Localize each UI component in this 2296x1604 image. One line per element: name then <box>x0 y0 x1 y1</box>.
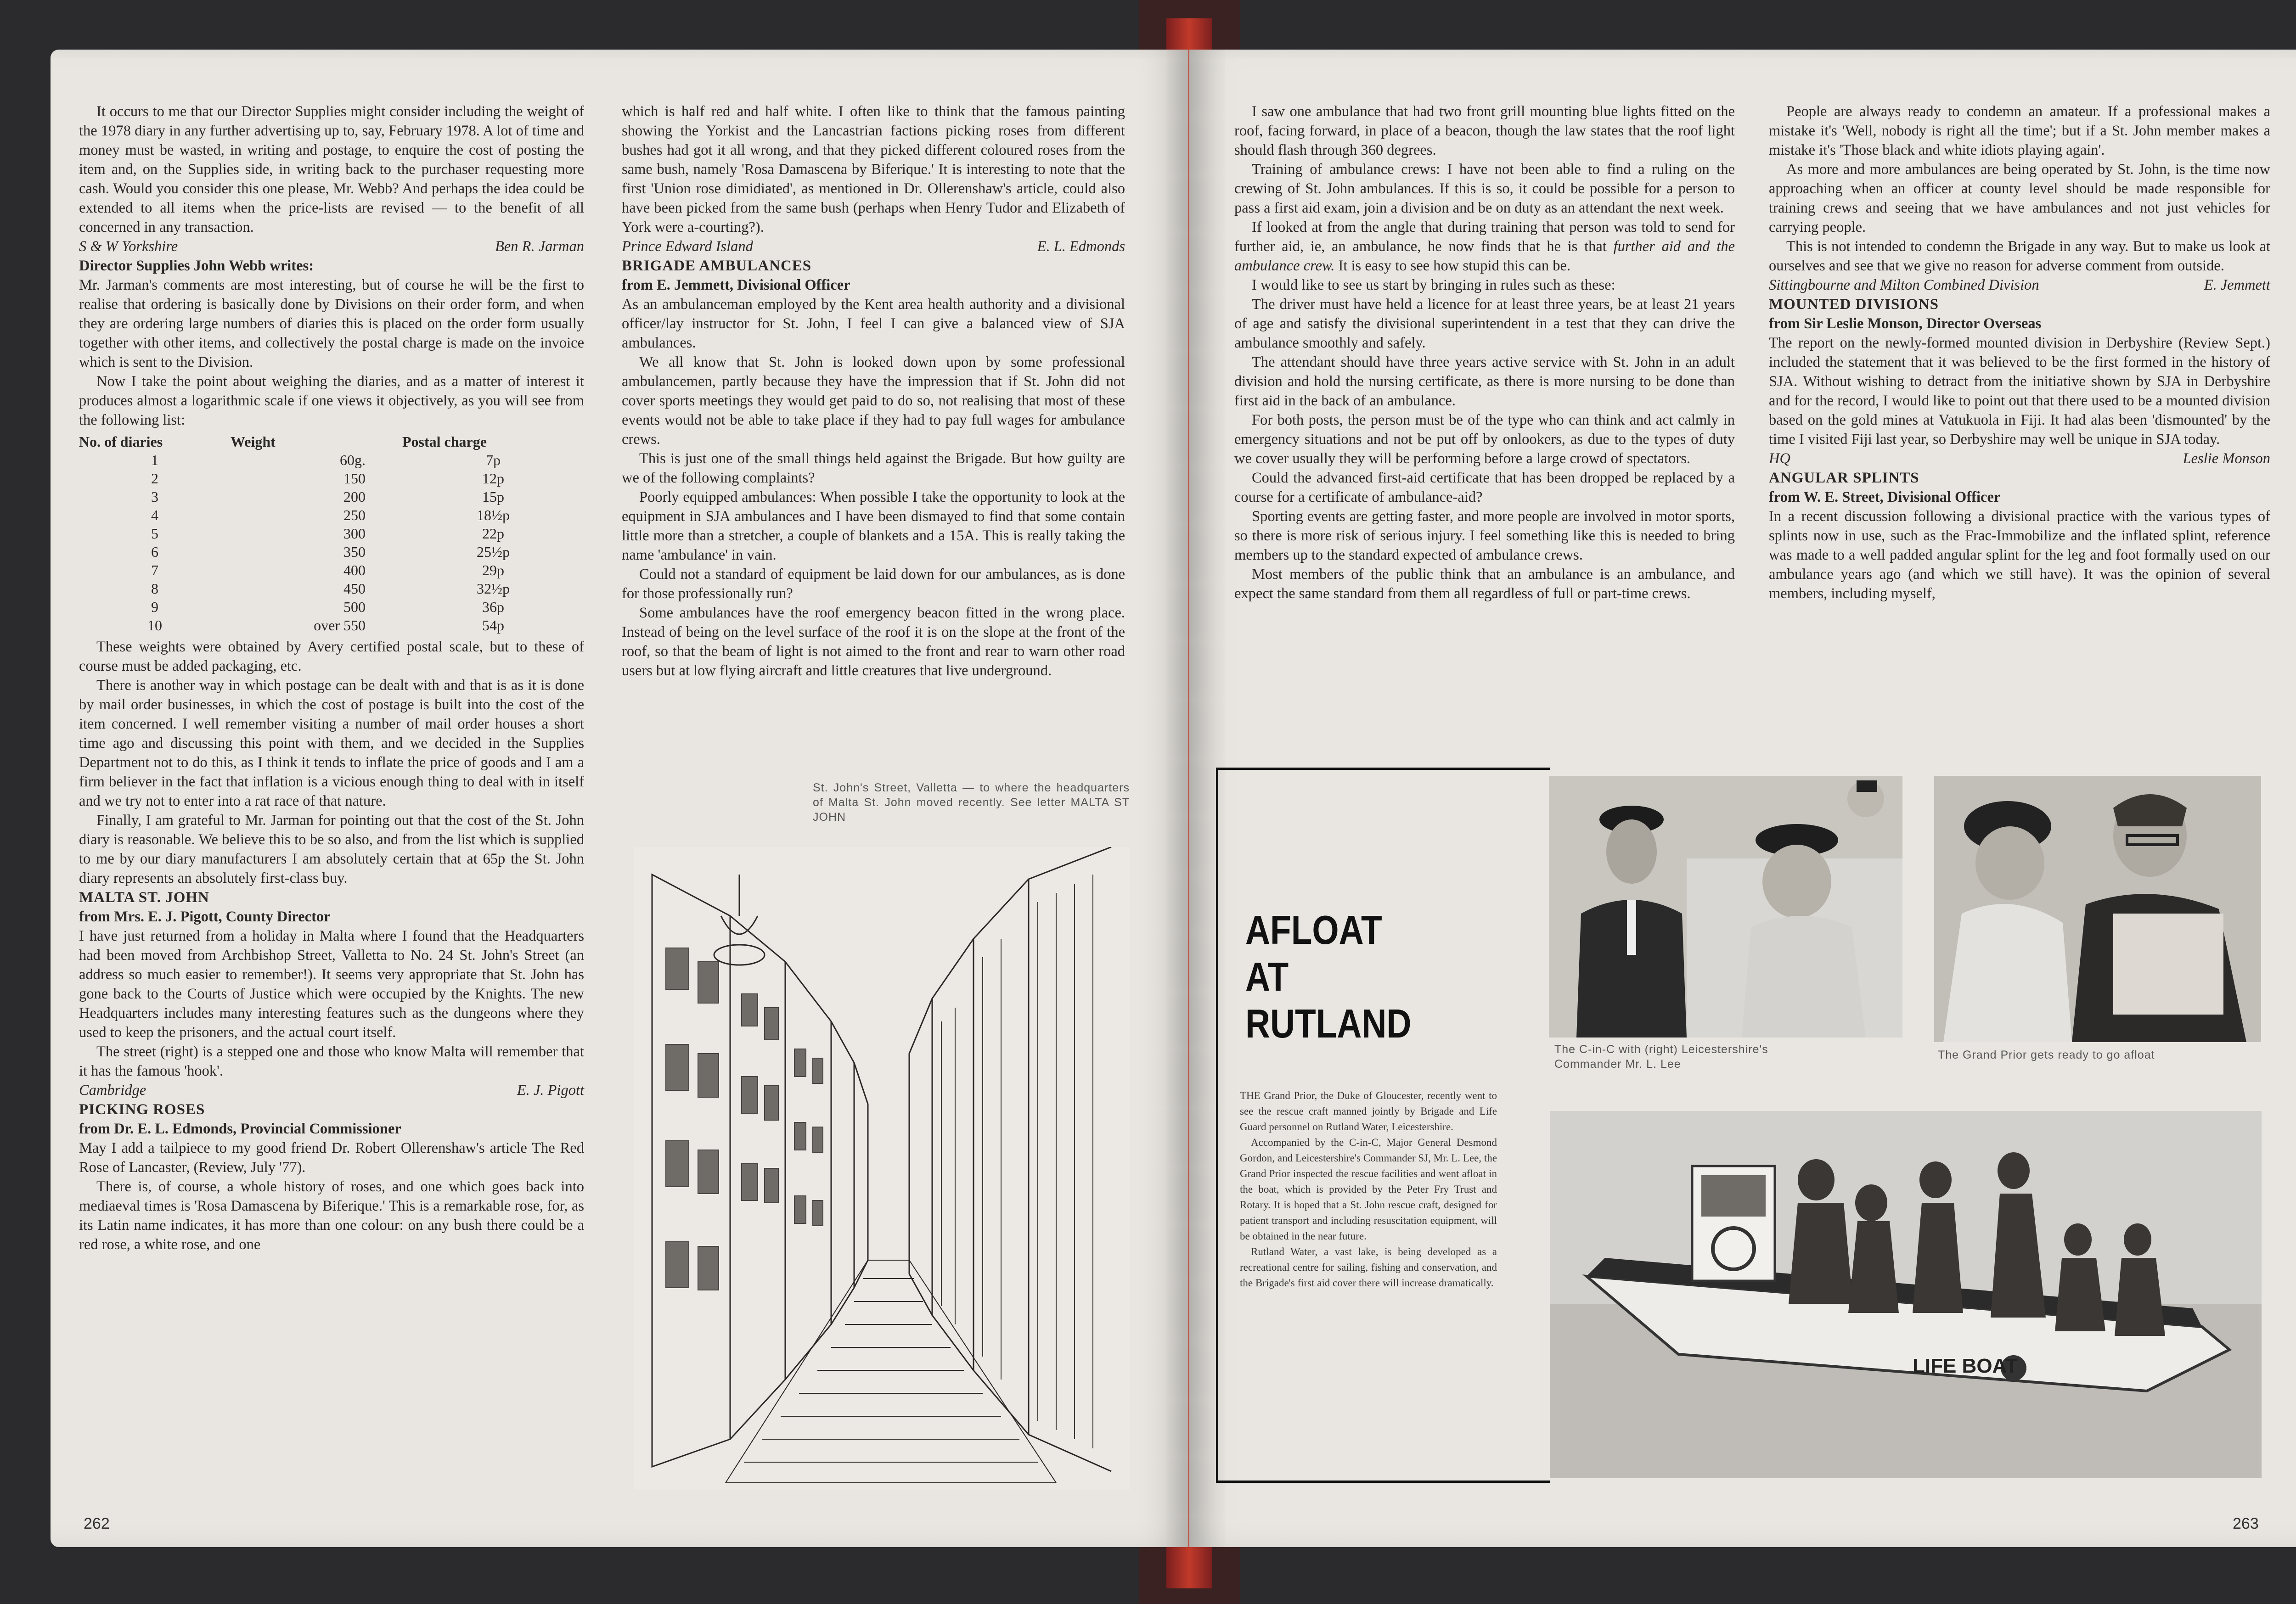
sign-off-name: E. Jemmett <box>2204 277 2270 293</box>
table-cell: 200 <box>343 488 366 505</box>
feature-title-line: AFLOAT <box>1245 907 1382 953</box>
sign-off-place: Cambridge <box>79 1082 146 1099</box>
table-cell: 9 <box>151 599 158 615</box>
table-cell: 7p <box>486 452 501 468</box>
paragraph: Some ambulances have the roof emergency beacon fitted in the wrong place. Instead of being on the level surface of the roof it is on the slope at the front of the roof, so that the beam of light is not aimed to the front and rear to warn other road users but at low flying aircraft and little creatures that live underground. <box>622 605 1125 679</box>
sign-off-place: HQ <box>1769 450 1790 467</box>
table-cell: 36p <box>482 599 504 615</box>
paragraph: Accompanied by the C-in-C, Major General Desmond Gordon, and Leicestershire's Commander SJ, Mr. L. Lee, the Grand Prior inspected the rescue facilities and went afloat in the boat, which is provided by the Peter Fry Trust and Rotary. It is hoped that a St. John rescue craft, designed for patient transport and including resuscitation equipment, will be obtained in the near future. <box>1240 1137 1497 1242</box>
section-heading: PICKING ROSES <box>79 1101 205 1118</box>
table-cell: 500 <box>343 599 366 615</box>
table-cell: 15p <box>482 488 504 505</box>
paragraph: Sporting events are getting faster, and more people are involved in motor sports, so there is more risk of serious injury. I feel something like this is needed to bring members up to the standard expected of ambulance crews. <box>1234 508 1735 563</box>
letter-byline: from Sir Leslie Monson, Director Overseas <box>1769 315 2042 332</box>
table-cell: 32½p <box>477 580 510 597</box>
paragraph: The street (right) is a stepped one and those who know Malta will remember that it has the famous 'hook'. <box>79 1043 584 1079</box>
feature-title-line: RUTLAND <box>1245 1001 1412 1046</box>
sign-off-place: Sittingbourne and Milton Combined Division <box>1769 277 2039 293</box>
valletta-street-illustration <box>634 847 1130 1490</box>
paragraph: For both posts, the person must be of the type who can think and act calmly in emergency situations and not be put off by onlookers, as due to the types of duty we cover usually they will be performing before a large crowd of spectators. <box>1234 412 1735 467</box>
paragraph: I would like to see us start by bringing in rules such as these: <box>1252 277 1615 293</box>
table-row <box>79 451 584 469</box>
text-run: It is easy to see how stupid this can be. <box>1334 258 1571 274</box>
table-cell: 300 <box>343 525 366 542</box>
letter-byline: from W. E. Street, Divisional Officer <box>1769 489 2001 505</box>
letters-column-2 <box>622 102 1125 680</box>
table-row <box>79 543 584 561</box>
signature-line <box>79 237 584 256</box>
letters-column-1 <box>79 102 584 1254</box>
paragraph: This is just one of the small things held against the Brigade. But how guilty are we of the following complaints? <box>622 450 1125 486</box>
table-row <box>79 598 584 616</box>
signature-line <box>79 1081 584 1100</box>
table-cell: 6 <box>151 544 158 560</box>
table-cell: 250 <box>343 507 366 523</box>
table-cell: 400 <box>343 562 366 578</box>
table-cell: 29p <box>482 562 504 578</box>
table-cell: 1 <box>151 452 158 468</box>
table-cell: 4 <box>151 507 158 523</box>
sign-off-name: E. L. Edmonds <box>1037 238 1125 255</box>
diary-postage-table <box>79 432 584 634</box>
column-header: Postal charge <box>402 433 487 450</box>
table-cell: 18½p <box>477 507 510 523</box>
photo-caption-grand-prior: The Grand Prior gets ready to go afloat <box>1938 1049 2155 1061</box>
paragraph: THE Grand Prior, the Duke of Gloucester, recently went to see the rescue craft manned jointly by Brigade and Life Guard personnel on Rutland Water, Leicestershire. <box>1240 1090 1497 1133</box>
table-cell: 3 <box>151 488 158 505</box>
table-row <box>79 579 584 598</box>
feature-body <box>1240 1088 1497 1291</box>
section-heading: MOUNTED DIVISIONS <box>1769 296 1939 313</box>
table-row <box>79 506 584 524</box>
paragraph: The driver must have held a licence for at least three years, be at least 21 years of age and satisfy the divisional superintendent in a test that they can drive the ambulance smoothly and safely. <box>1234 296 1735 351</box>
table-row <box>79 488 584 506</box>
paragraph: The attendant should have three years active service with St. John in an adult division and hold the nursing certificate, as there is more nursing to be done than first aid in the back of an ambulance. <box>1234 354 1735 409</box>
letter-lead-in: Director Supplies John Webb writes: <box>79 258 314 274</box>
table-row <box>79 469 584 488</box>
emphasis-text: further aid and the ambulance crew. <box>1234 238 1735 274</box>
street-illustration-caption: St. John's Street, Valletta — to where the headquarters of Malta St. John moved recently. See letter MALTA ST JOHN <box>813 781 1130 824</box>
paragraph: As an ambulanceman employed by the Kent area health authority and a divisional officer/lay instructor for St. John, I feel I can give a balanced view of SJA ambulances. <box>622 296 1125 351</box>
section-heading: ANGULAR SPLINTS <box>1769 470 1919 486</box>
paragraph: There is another way in which postage can be dealt with and that is as it is done by mail order businesses, in which the cost of postage is built into the cost of the item concerned. I well remember visiting a number of mail order houses a short time ago and discussing this point with them, and we decided in the Supplies Department not to do this, as I think it tends to inflate the price of goods and I am a firm believer in the fact that inflation is a vicious enough thing to deal with in itself and we try not to enter into a rat race of that nature. <box>79 677 584 809</box>
table-cell: 150 <box>343 470 366 487</box>
column-header: Weight <box>231 433 276 450</box>
paragraph: We all know that St. John is looked down upon by some professional ambulancemen, partly because they have the impression that if St. John did not cover sports meetings they would get paid to do so, not realising that most of these events would not be able to take place if they had to pay full wages for ambulance crews. <box>622 354 1125 448</box>
letter-byline: from Dr. E. L. Edmonds, Provincial Commissioner <box>79 1121 401 1137</box>
section-heading: MALTA ST. JOHN <box>79 889 209 906</box>
table-row <box>79 616 584 634</box>
table-cell: 12p <box>482 470 504 487</box>
sign-off-place: Prince Edward Island <box>622 238 753 255</box>
boat-label: LIFE BOAT <box>1913 1355 2018 1377</box>
photo-grand-prior <box>1934 776 2261 1042</box>
section-heading: BRIGADE AMBULANCES <box>622 258 812 274</box>
sign-off-name: Ben R. Jarman <box>495 238 584 255</box>
paragraph: Mr. Jarman's comments are most interesting, but of course he will be the first to realise that ordering is basically done by Divisions on their order form, and when they are ordering large numbers of diaries this is placed on the order form usually together with other items, and collectively the postal charge is made on the invoice which is sent to the Division. <box>79 277 584 370</box>
paragraph: Finally, I am grateful to Mr. Jarman for pointing out that the cost of the St. John diary is reasonable. We believe this to be so also, and from the list which is supplied to me by our diary manufacturers I am absolutely certain that at 65p the St. John diary represents an absolutely first-class buy. <box>79 812 584 886</box>
paragraph: Training of ambulance crews: I have not been able to find a ruling on the crewing of St. John ambulances. If this is so, it could be possible for a person to pass a first aid exam, join a division and be on duty as an attendant the next week. <box>1234 161 1735 216</box>
paragraph: It occurs to me that our Director Supplies might consider including the weight of the 1978 diary in any further advertising up to, say, February 1978. A lot of time and money must be wasted, in writing and postage, to enquire the cost of posting the item and, on the Supplies side, in writing back to the purchaser requesting more cash. Would you consider this one please, Mr. Webb? And perhaps the idea could be extended to all items when the price-lists are revised — to the benefit of all concerned in any transaction. <box>79 103 584 236</box>
paragraph: As more and more ambulances are being operated by St. John, is the time now approaching when an officer at county level should be made responsible for training crews and seeing that we have ambulances and not just vehicles for carrying people. <box>1769 161 2270 236</box>
feature-title <box>1245 907 1412 1047</box>
page-number-left: 262 <box>84 1515 110 1532</box>
paragraph <box>1234 218 1735 275</box>
paragraph: Now I take the point about weighing the diaries, and as a matter of interest it produces almost a logarithmic scale if one views it objectively, as you will see from the following list: <box>79 373 584 428</box>
letter-byline: from E. Jemmett, Divisional Officer <box>622 277 850 293</box>
letters-column-3 <box>1234 102 1735 603</box>
letter-byline: from Mrs. E. J. Pigott, County Director <box>79 909 331 925</box>
table-body <box>79 451 584 634</box>
paragraph: I have just returned from a holiday in Malta where I found that the Headquarters had been moved from Archbishop Street, Valletta to No. 24 St. John's Street (an address so much easier to remember!). It seems very appropriate that St. John has gone back to the Courts of Justice which were occupied by the Knights. The new Headquarters includes many interesting features such as the dungeons where they used to keep the prisoners, and the actual court itself. <box>79 928 584 1041</box>
table-cell: 25½p <box>477 544 510 560</box>
table-cell: 60g. <box>340 452 366 468</box>
paragraph: Rutland Water, a vast lake, is being developed as a recreational centre for sailing, fishing and conservation, and the Brigade's first aid cover there will increase dramatically. <box>1240 1246 1497 1289</box>
table-row <box>79 561 584 579</box>
signature-line <box>622 237 1125 256</box>
paragraph: Could the advanced first-aid certificate that has been dropped be replaced by a course for a certificate of ambulance-aid? <box>1234 470 1735 505</box>
table-cell: 350 <box>343 544 366 560</box>
table-cell: 2 <box>151 470 158 487</box>
text-run: If looked at from the angle that during training that person was told to send for further aid, ie, an ambulance, he now finds that he is that <box>1234 219 1735 255</box>
table-header-row <box>79 432 584 451</box>
paragraph: People are always ready to condemn an amateur. If a professional makes a mistake it's 'Well, nobody is right all the time'; but if a St. John member makes a mistake it's 'Those black and white idiots playing again'. <box>1769 103 2270 158</box>
feature-title-line: AT <box>1245 954 1289 999</box>
table-row <box>79 524 584 543</box>
paragraph: This is not intended to condemn the Brigade in any way. But to make us look at ourselves and see that we give no reason for adverse comment from outside. <box>1769 238 2270 274</box>
paragraph: Most members of the public think that an ambulance is an ambulance, and expect the same standard from them all regardless of full or part-time crews. <box>1234 566 1735 602</box>
table-cell: 8 <box>151 580 158 597</box>
page-number-right: 263 <box>2233 1515 2259 1532</box>
table-cell: over 550 <box>314 617 366 634</box>
sign-off-name: E. J. Pigott <box>517 1082 584 1099</box>
paragraph: which is half red and half white. I often like to think that the famous painting showing the Yorkist and the Lancastrian factions picking roses from different bushes had got it all wrong, and that they picked different coloured roses from the same bush, namely 'Rosa Damascena by Biferique.' It is interesting to note that the first 'Union rose dimidiated', as mentioned in Dr. Ollerenshaw's article, could also have been picked from the same bush (perhaps when Henry Tudor and Elizabeth of York were a-courting?). <box>622 103 1125 236</box>
paragraph: I saw one ambulance that had two front grill mounting blue lights fitted on the roof, facing forward, in place of a beacon, though the law states that the roof light should flash through 360 degrees. <box>1234 103 1735 158</box>
table-cell: 5 <box>151 525 158 542</box>
paragraph: These weights were obtained by Avery certified postal scale, but to these of course must be added packaging, etc. <box>79 639 584 674</box>
sign-off-place: S & W Yorkshire <box>79 238 178 255</box>
table-cell: 10 <box>147 617 162 634</box>
column-header: No. of diaries <box>79 433 163 450</box>
sign-off-name: Leslie Monson <box>2183 450 2270 467</box>
paragraph: May I add a tailpiece to my good friend Dr. Robert Ollerenshaw's article The Red Rose of Lancaster, (Review, July '77). <box>79 1140 584 1176</box>
signature-line <box>1769 449 2270 468</box>
paragraph: In a recent discussion following a divisional practice with the various types of splints now in use, such as the Frac-Immobilize and the inflated splint, reference was made to a well padded angular splint for the leg and foot formally used on our ambulance years ago (and which we still have). It was the opinion of several members, including myself, <box>1769 508 2270 602</box>
table-cell: 7 <box>151 562 158 578</box>
table-cell: 54p <box>482 617 504 634</box>
paragraph: There is, of course, a whole history of roses, and one which goes back into mediaeval times is 'Rosa Damascena by Biferique.' This is a remarkable rose, for, as its Latin name indicates, it has more than one colour: on any bush there could be a red rose, a white rose, and one <box>79 1178 584 1253</box>
signature-line <box>1769 275 2270 295</box>
paragraph: The report on the newly-formed mounted division in Derbyshire (Review Sept.) included the statement that it was believed to be the first formed in the history of SJA. Without wishing to detract from the initiative shown by SJA in Derbyshire and for the record, I would like to point out that there used to be a mounted division based on the gold mines at Vatukuola in Fiji. It had alas been 'dismounted' by the time I visited Fiji last year, so Derbyshire may well be unique in SJA today. <box>1769 335 2270 448</box>
paragraph: Poorly equipped ambulances: When possible I take the opportunity to look at the equipment in SJA ambulances and I have been dismayed to find that some contain little more than a stretcher, a couple of blankets and a 15A. This is really taking the name 'ambulance' in vain. <box>622 489 1125 563</box>
paragraph: Could not a standard of equipment be laid down for our ambulances, as is done for those professionally run? <box>622 566 1125 602</box>
photo-commanders <box>1549 776 1902 1038</box>
photo-caption-commanders: The C-in-C with (right) Leicestershire's Commander Mr. L. Lee <box>1554 1043 1768 1071</box>
letters-column-4 <box>1769 102 2270 603</box>
table-cell: 22p <box>482 525 504 542</box>
photo-lifeboat <box>1550 1111 2262 1478</box>
table-cell: 450 <box>343 580 366 597</box>
